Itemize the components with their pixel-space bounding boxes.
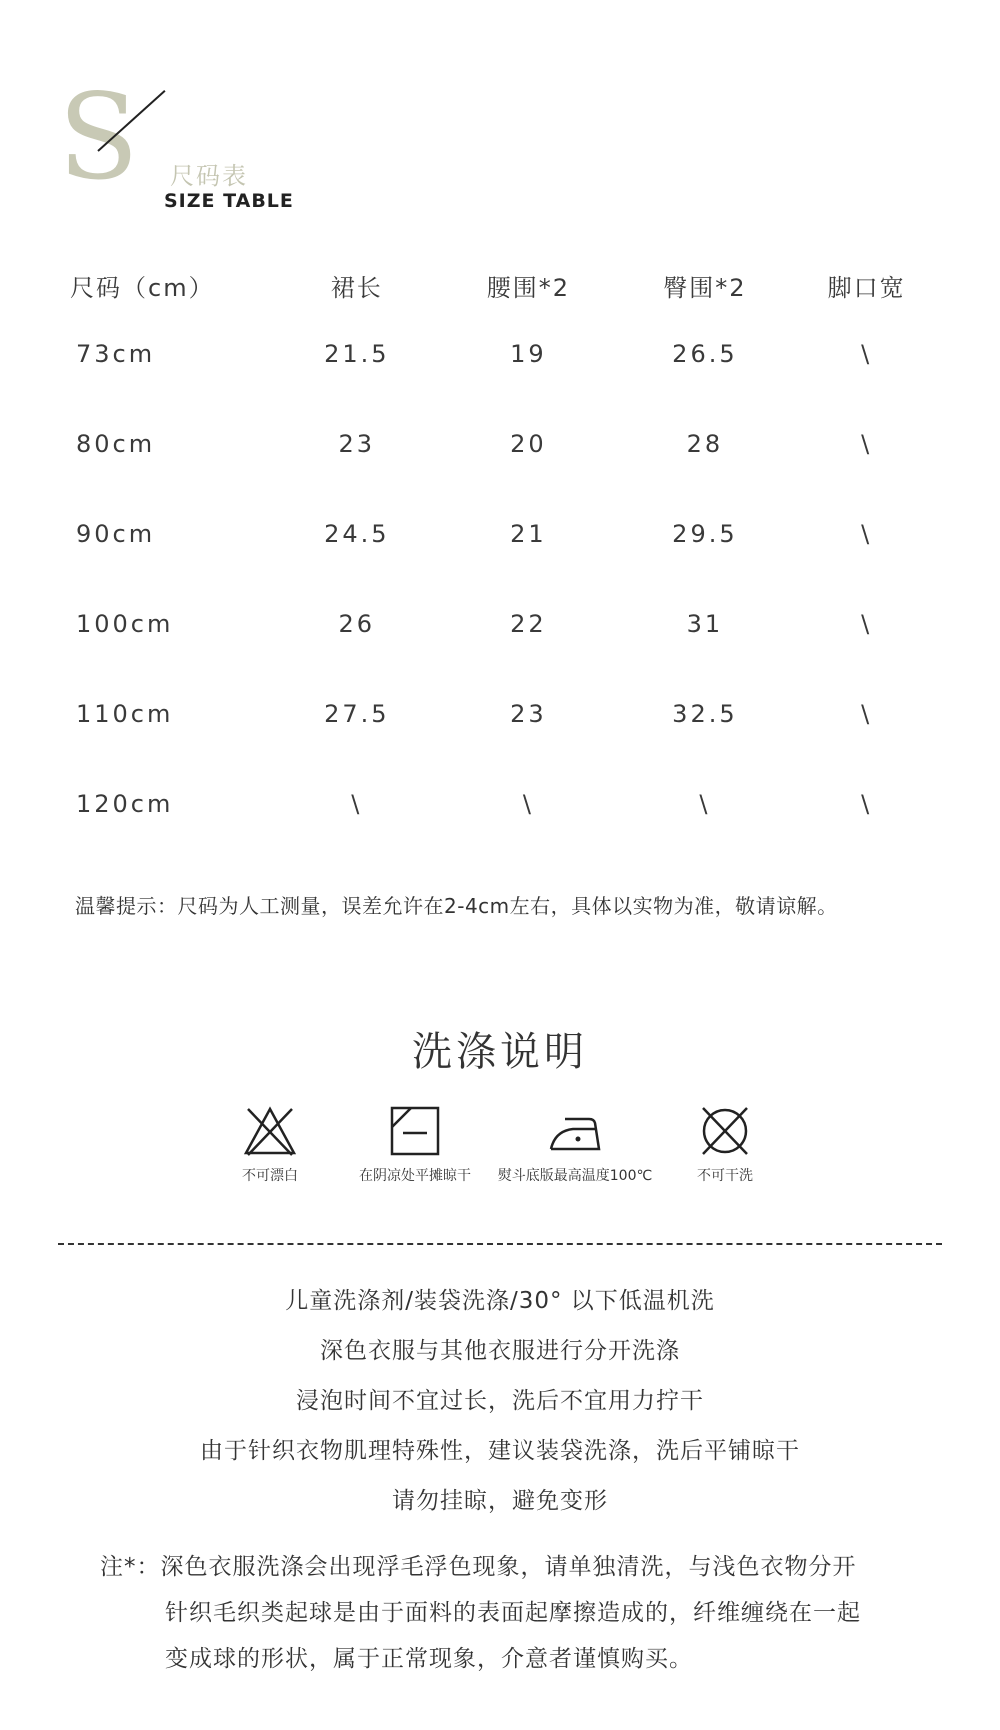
wash-symbol-dry-flat-shade (335, 1105, 495, 1185)
table-row (60, 782, 940, 872)
table-cell: 110cm (76, 700, 174, 728)
table-cell: 29.5 (672, 520, 738, 548)
table-cell: 28 (686, 430, 724, 458)
header-hip: 臀围*2 (663, 274, 747, 302)
instruction-line: 深色衣服与其他衣服进行分开洗涤 (320, 1338, 680, 1364)
no-bleach-icon (242, 1105, 298, 1157)
table-row (60, 692, 940, 782)
instruction-line: 请勿挂晾，避免变形 (392, 1488, 608, 1514)
table-cell: 31 (686, 610, 724, 638)
table-cell: 90cm (76, 520, 156, 548)
note-line: 变成球的形状，属于正常现象，介意者谨慎购买。 (165, 1646, 693, 1672)
table-cell: 24.5 (324, 520, 390, 548)
header-leg-opening: 脚口宽 (827, 274, 906, 302)
washing-note (100, 1548, 861, 1686)
header-waist: 腰围*2 (486, 274, 571, 302)
wash-symbol-label: 不可干洗 (697, 1168, 753, 1184)
no-dry-clean-icon (697, 1105, 753, 1157)
dashed-divider (58, 1243, 942, 1245)
table-cell: 27.5 (324, 700, 390, 728)
wash-symbol-iron-temp (490, 1105, 660, 1185)
size-table-logo (58, 68, 298, 218)
table-cell: 26 (338, 610, 376, 638)
table-cell: \ (351, 790, 363, 818)
table-cell: 120cm (76, 790, 174, 818)
wash-symbol-no-dry-clean (675, 1105, 775, 1185)
table-cell: 21 (510, 520, 547, 548)
instruction-line: 由于针织衣物肌理特殊性，建议装袋洗涤，洗后平铺晾干 (200, 1438, 800, 1464)
table-cell: 26.5 (672, 340, 738, 368)
wash-symbol-label: 不可漂白 (242, 1168, 298, 1184)
instruction-line: 浸泡时间不宜过长，洗后不宜用力拧干 (296, 1388, 704, 1414)
note-line: 针织毛织类起球是由于面料的表面起摩擦造成的，纤维缠绕在一起 (165, 1600, 861, 1626)
instruction-line: 儿童洗涤剂/装袋洗涤/30° 以下低温机洗 (285, 1288, 715, 1314)
iron-max-temp-icon (545, 1105, 605, 1157)
logo-letter: S (58, 68, 139, 206)
table-cell: 100cm (76, 610, 174, 638)
header-size: 尺码（cm） (70, 274, 215, 302)
measurement-tip: 温馨提示：尺码为人工测量，误差允许在2-4cm左右，具体以实物为准，敬请谅解。 (75, 894, 838, 918)
table-header-row (60, 268, 940, 332)
washing-title: 洗涤说明 (412, 1029, 588, 1075)
table-cell: \ (861, 610, 873, 638)
wash-symbol-no-bleach (220, 1105, 320, 1185)
table-row (60, 602, 940, 692)
table-cell: 80cm (76, 430, 156, 458)
table-cell: 22 (510, 610, 547, 638)
size-table (60, 268, 940, 872)
table-cell: 23 (510, 700, 547, 728)
table-cell: 19 (510, 340, 547, 368)
dry-flat-shade-icon (389, 1105, 441, 1157)
table-cell: \ (861, 430, 873, 458)
table-cell: 73cm (76, 340, 156, 368)
wash-symbol-label: 熨斗底版最高温度100℃ (497, 1168, 653, 1184)
logo-title-en: SIZE TABLE (164, 190, 294, 212)
table-cell: \ (522, 790, 534, 818)
table-cell: \ (861, 790, 873, 818)
header-skirt-length: 裙长 (330, 274, 383, 302)
table-cell: 32.5 (672, 700, 738, 728)
note-line: 注*：深色衣服洗涤会出现浮毛浮色现象，请单独清洗，与浅色衣物分开 (100, 1554, 857, 1580)
table-cell: 20 (510, 430, 547, 458)
table-cell: \ (699, 790, 711, 818)
table-row (60, 332, 940, 422)
table-cell: \ (861, 700, 873, 728)
table-cell: \ (861, 520, 873, 548)
table-cell: \ (861, 340, 873, 368)
table-row (60, 422, 940, 512)
table-cell: 21.5 (324, 340, 390, 368)
table-cell: 23 (338, 430, 376, 458)
logo-title-cn: 尺码表 (170, 162, 248, 190)
wash-symbol-label: 在阴凉处平摊晾干 (359, 1168, 471, 1184)
table-row (60, 512, 940, 602)
washing-instructions (0, 1282, 1000, 1532)
